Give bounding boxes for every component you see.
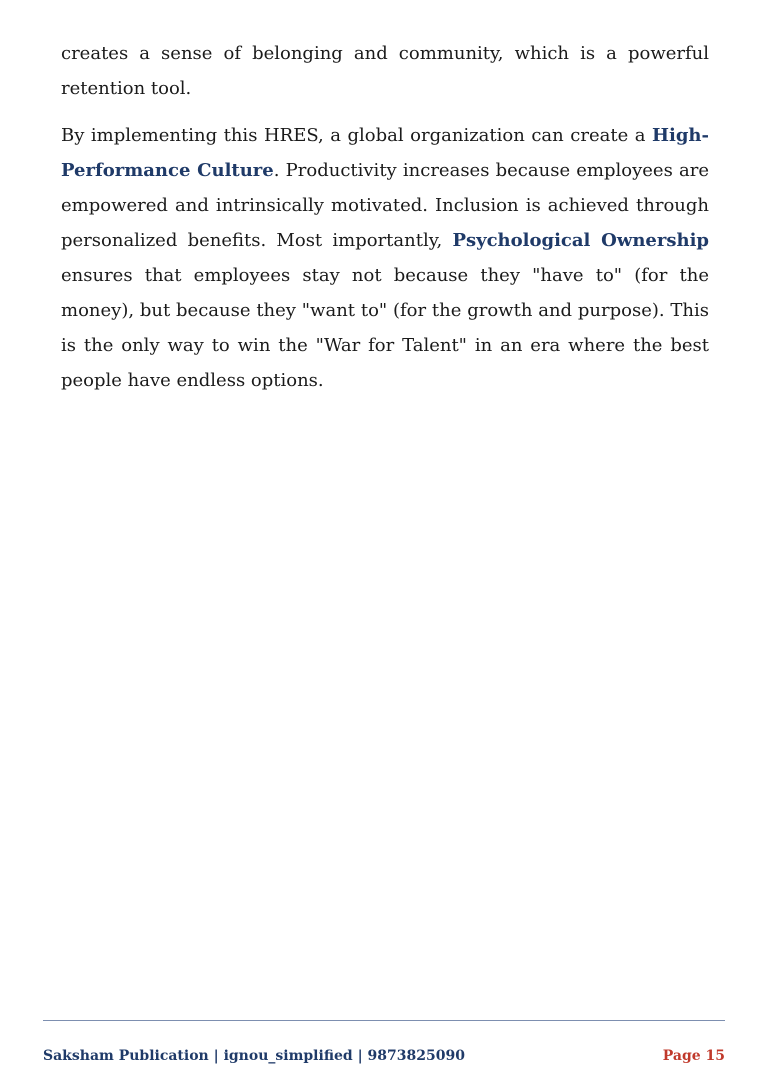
paragraph-belonging (61, 36, 709, 106)
paragraph-text-3: ensures that employees stay not because they "have to" (for the money), but because they "want to" (for the growth and purpose). This is the only way to win the "War for Talent" in an era where the best people have endless options. (61, 265, 709, 391)
paragraph-text-1: By implementing this HRES, a global organization can create a (61, 125, 652, 146)
paragraph-text: creates a sense of belonging and community, which is a powerful retention tool. (61, 43, 709, 99)
page-footer (43, 1046, 725, 1066)
highlight-high-performance-culture: High-Performance Culture (61, 125, 709, 181)
page-content (61, 36, 709, 398)
footer-publisher: Saksham Publication | ignou_simplified | 9873825090 (43, 1048, 465, 1064)
paragraph-text-2: . Productivity increases because employees are empowered and intrinsically motivated. Inclusion is achieved through personalized benefits. Most importantly, (61, 160, 709, 251)
highlight-psychological-ownership: Psychological Ownership (452, 230, 709, 251)
footer-divider (43, 1020, 725, 1021)
paragraph-hres (61, 118, 709, 398)
page-number: Page 15 (662, 1048, 725, 1064)
